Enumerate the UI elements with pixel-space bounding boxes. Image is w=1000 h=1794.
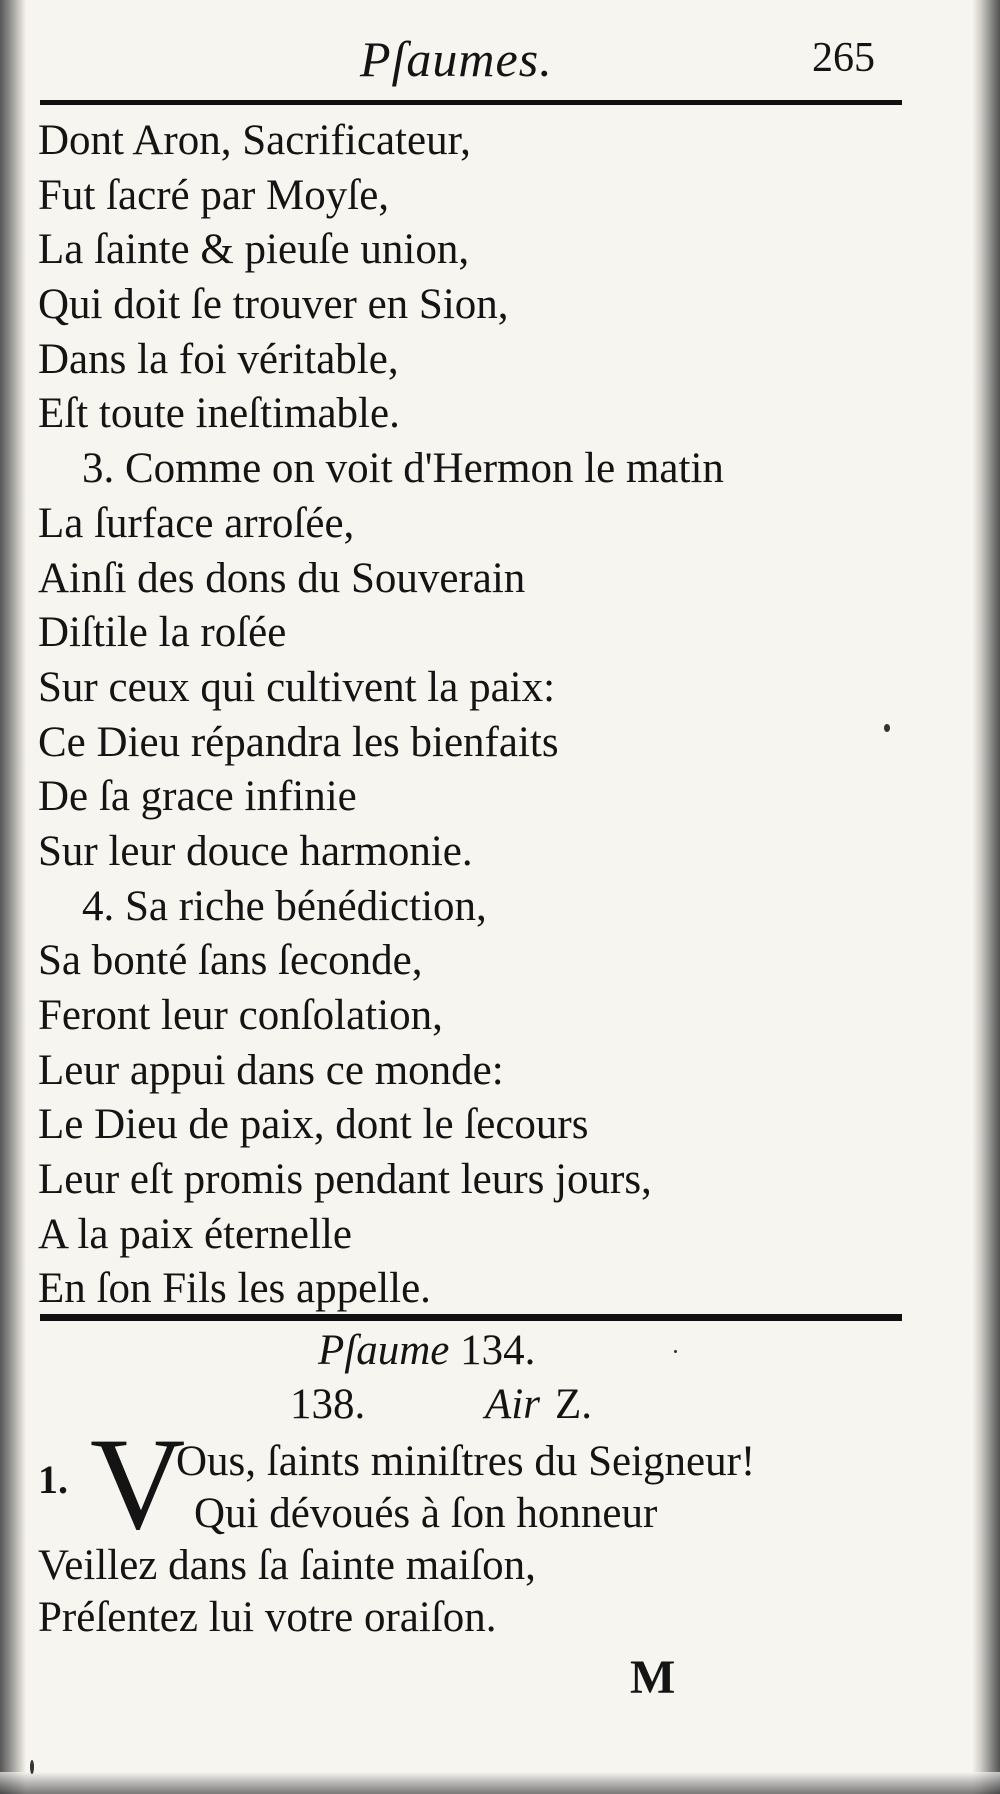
page-number: 265	[812, 35, 875, 81]
tune-number: 138.	[290, 1381, 366, 1428]
psalm-title-word: Pſaume	[318, 1327, 450, 1374]
psalm-133-verses	[38, 114, 918, 1317]
drop-cap: V	[90, 1410, 186, 1557]
verse-line: Sa bonté ſans ſeconde,	[38, 937, 423, 985]
verse-line: Eſt toute ineſtimable.	[38, 390, 400, 438]
verse-line: Ous, ſaints miniſtres du Seigneur!	[176, 1438, 756, 1485]
psalm-title	[318, 1326, 535, 1375]
ink-speck	[674, 1350, 677, 1353]
verse-line: Sur ceux qui cultivent la paix:	[38, 663, 556, 711]
page-edge-bottom	[0, 1772, 1000, 1794]
verse-line: Préſentez lui votre oraiſon.	[38, 1594, 497, 1641]
verse-line: Ce Dieu répandra les bienfaits	[38, 718, 559, 766]
tune-air-label: Air	[485, 1381, 540, 1428]
verse-line: En ſon Fils les appelle.	[38, 1265, 431, 1313]
verse-line: Qui doit ſe trouver en Sion,	[38, 281, 509, 329]
ink-speck	[30, 1760, 34, 1774]
verse-line: Feront leur conſolation,	[38, 992, 443, 1039]
verse-line: La ſurface arroſée,	[38, 499, 355, 547]
verse-line: Dans la foi véritable,	[38, 335, 399, 383]
stanza-number: 1.	[38, 1457, 68, 1502]
verse-line: La ſainte & pieuſe union,	[38, 226, 470, 274]
verse-line: De ſa grace infinie	[38, 773, 357, 821]
catchword: M	[630, 1651, 676, 1704]
verse-line: Fut ſacré par Moyſe,	[38, 171, 390, 219]
verse-line: Le Dieu de paix, dont le ſecours	[38, 1101, 589, 1149]
verse-line: Leur appui dans ce monde:	[38, 1046, 504, 1094]
verse-line: A la paix éternelle	[38, 1210, 352, 1258]
ink-speck	[884, 724, 890, 732]
verse-line: Qui dévoués à ſon honneur	[194, 1490, 658, 1537]
verse-line: Leur eſt promis pendant leurs jours,	[38, 1156, 652, 1204]
psalm-134-verses	[38, 1436, 918, 1644]
stanza-start-line: 4. Sa riche bénédiction,	[82, 882, 487, 930]
running-title: Pſaumes.	[360, 31, 553, 87]
header-rule	[40, 100, 902, 105]
section-rule	[40, 1314, 902, 1321]
verse-line: Sur leur douce harmonie.	[38, 827, 473, 875]
tune-letter: Z.	[555, 1381, 593, 1428]
psalm-title-number: 134.	[460, 1327, 536, 1374]
stanza-start-line: 3. Comme on voit d'Hermon le matin	[82, 445, 724, 493]
verse-line: Ainſi des dons du Souverain	[38, 554, 526, 602]
verse-line: Veillez dans ſa ſainte maiſon,	[38, 1542, 536, 1589]
page-edge-left	[0, 0, 26, 1794]
verse-line: Diſtile la roſée	[38, 609, 287, 657]
verse-line: Dont Aron, Sacrificateur,	[38, 117, 471, 164]
page-edge-right	[972, 0, 1000, 1794]
